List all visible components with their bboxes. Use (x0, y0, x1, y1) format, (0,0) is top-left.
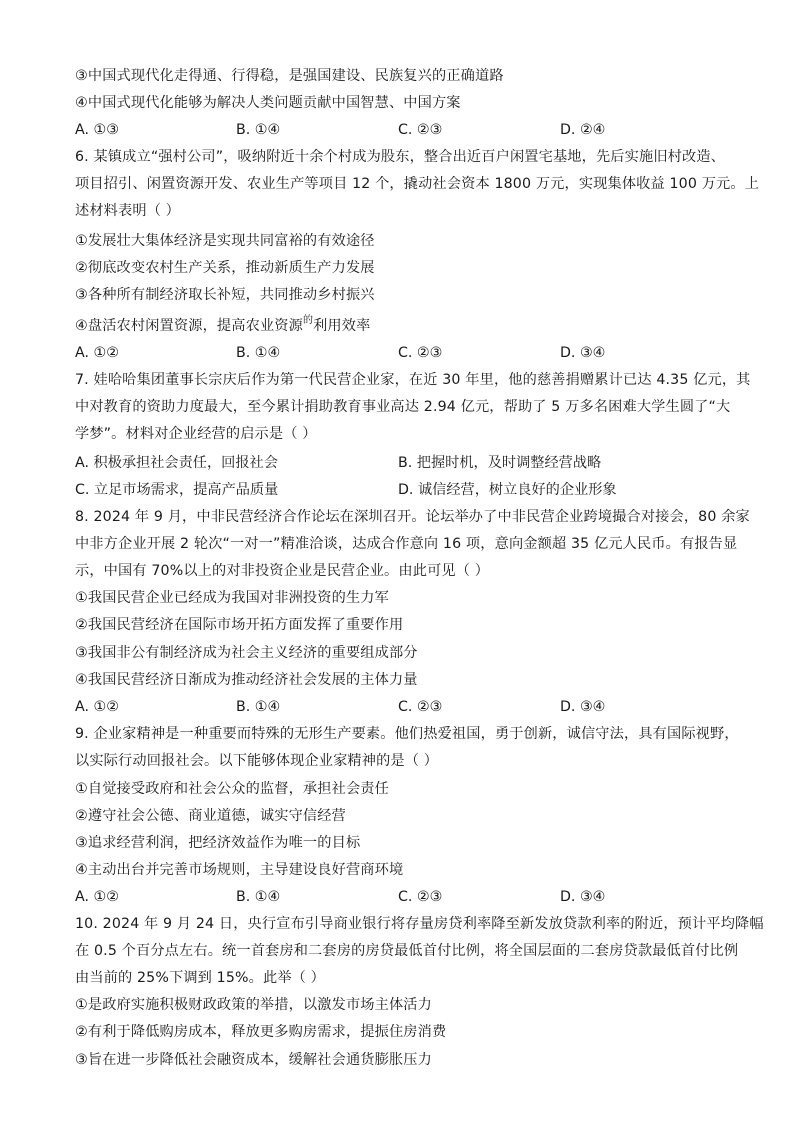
statement-3: ③追求经营利润，把经济效益作为唯一的目标 (75, 835, 361, 851)
question-stem: 述材料表明（ ） (75, 203, 181, 219)
question-stem: 中对教育的资助力度最大，至今累计捐助教育事业高达 2.94 亿元，帮助了 5 万多名困难大学生圆了“大 (75, 399, 731, 415)
option-a: A. ①② (75, 345, 119, 361)
option-b: B. ①④ (236, 699, 281, 715)
question-stem: 中非方企业开展 2 轮次“一对一”精准洽谈，达成合作意向 16 项，意向金额超 35 亿元人民币。有报告显 (75, 536, 738, 552)
statement-3: ③各种所有制经济取长补短，共同推动乡村振兴 (75, 287, 375, 303)
option-d: D. ③④ (560, 345, 606, 361)
statement-3: ③我国非公有制经济成为社会主义经济的重要组成部分 (75, 645, 418, 661)
statement-2: ②我国民营经济在国际市场开拓方面发挥了重要作用 (75, 617, 404, 633)
option-d: D. ③④ (560, 699, 606, 715)
statement-2: ②有利于降低购房成本，释放更多购房需求，提振住房消费 (75, 1024, 447, 1040)
option-a: A. ①③ (75, 122, 119, 138)
question-stem: 在 0.5 个百分点左右。统一首套房和二套房的房贷最低首付比例，将全国层面的二套房贷款最低首付比例 (75, 943, 739, 959)
option-b: B. ①④ (236, 345, 281, 361)
statement-3: ③旨在进一步降低社会融资成本，缓解社会通货膨胀压力 (75, 1052, 432, 1068)
question-stem: 10. 2024 年 9 月 24 日，央行宣布引导商业银行将存量房贷利率降至新发放贷款利率的附近，预计平均降幅 (75, 916, 764, 932)
option-d: D. ③④ (560, 889, 606, 905)
statement-4: ④主动出台并完善市场规则，主导建设良好营商环境 (75, 862, 404, 878)
question-stem: 7. 娃哈哈集团董事长宗庆后作为第一代民营企业家，在近 30 年里，他的慈善捐赠累计已达 4.35 亿元，其 (75, 372, 751, 388)
question-stem: 示，中国有 70%以上的对非投资企业是民营企业。由此可见（ ） (75, 563, 490, 579)
option-a: A. 积极承担社会责任，回报社会 (75, 455, 278, 471)
question-stem: 由当前的 25%下调到 15%。此举（ ） (75, 970, 325, 986)
option-c: C. 立足市场需求，提高产品质量 (75, 482, 279, 498)
option-c: C. ②③ (398, 699, 443, 715)
question-stem: 以实际行动回报社会。以下能够体现企业家精神的是（ ） (75, 753, 439, 769)
question-stem: 学梦”。材料对企业经营的启示是（ ） (75, 426, 317, 442)
statement-4: ④盘活农村闲置资源，提高农业资源$^的$利用效率 (75, 315, 371, 334)
option-b: B. ①④ (236, 122, 281, 138)
question-stem: 项目招引、闲置资源开发、农业生产等项目 12 个，撬动社会资本 1800 万元，实现集体收益 100 万元。上 (75, 176, 760, 192)
question-stem: 8. 2024 年 9 月，中非民营经济合作论坛在深圳召开。论坛举办了中非民营企业跨境撮合对接会，80 余家 (75, 509, 750, 525)
statement-2: ②彻底改变农村生产关系，推动新质生产力发展 (75, 260, 375, 276)
option-b: B. ①④ (236, 889, 281, 905)
option-a: A. ①② (75, 889, 119, 905)
superscript-char: 的 (302, 315, 314, 326)
statement-3: ③中国式现代化走得通、行得稳，是强国建设、民族复兴的正确道路 (75, 68, 504, 84)
option-c: C. ②③ (398, 345, 443, 361)
statement-1: ①是政府实施积极财政政策的举措，以激发市场主体活力 (75, 997, 432, 1013)
option-c: C. ②③ (398, 122, 443, 138)
statement-1: ①发展壮大集体经济是实现共同富裕的有效途径 (75, 233, 375, 249)
question-stem: 9. 企业家精神是一种重要而特殊的无形生产要素。他们热爱祖国，勇于创新，诚信守法，具有国际视野， (75, 726, 739, 742)
statement-2: ②遵守社会公德、商业道德，诚实守信经营 (75, 808, 346, 824)
option-c: C. ②③ (398, 889, 443, 905)
option-b: B. 把握时机，及时调整经营战略 (398, 455, 602, 471)
option-d: D. 诚信经营，树立良好的企业形象 (398, 482, 617, 498)
statement-4: ④中国式现代化能够为解决人类问题贡献中国智慧、中国方案 (75, 95, 461, 111)
statement-1: ①自觉接受政府和社会公众的监督，承担社会责任 (75, 781, 389, 797)
statement-1: ①我国民营企业已经成为我国对非洲投资的生力军 (75, 590, 389, 606)
option-d: D. ②④ (560, 122, 606, 138)
statement-4: ④我国民营经济日渐成为推动经济社会发展的主体力量 (75, 672, 418, 688)
option-a: A. ①② (75, 699, 119, 715)
question-stem: 6. 某镇成立“强村公司”，吸纳附近十余个村成为股东，整合出近百户闲置宅基地，先后实施旧村改造、 (75, 149, 726, 165)
